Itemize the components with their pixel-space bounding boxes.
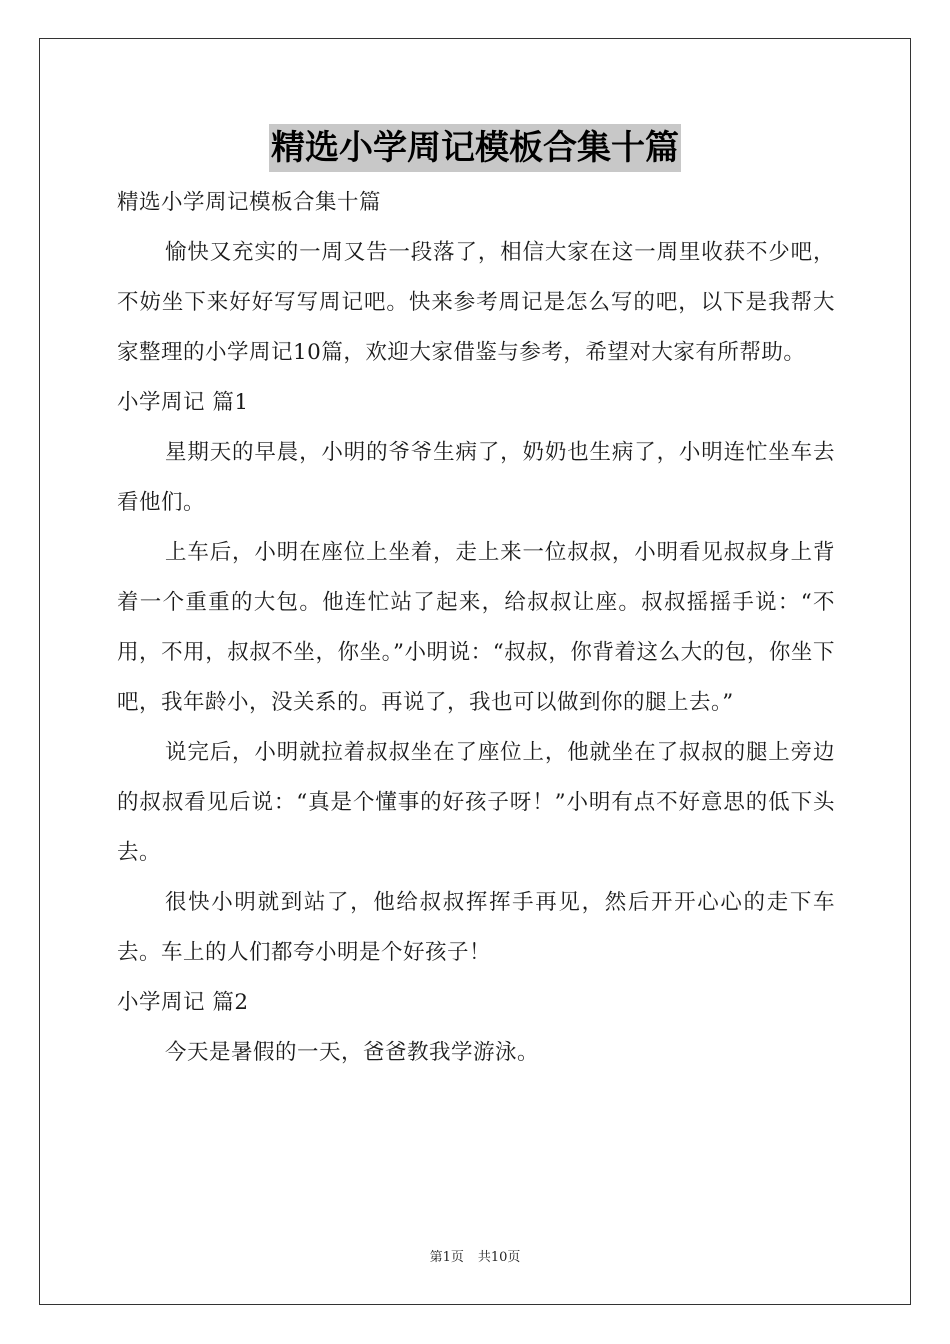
page-number: 第1页 (429, 1250, 464, 1265)
body-paragraph: 今天是暑假的一天，爸爸教我学游泳。 (165, 1040, 540, 1065)
document-title: 精选小学周记模板合集十篇 (269, 124, 681, 172)
page-footer (0, 1246, 950, 1265)
body-paragraph: 说完后，小明就拉着叔叔坐在了座位上，他就坐在了叔叔的腿上旁边的叔叔看见后说：“真是个懂事的好孩子呀！”小明有点不好意思的低下头去。 (117, 740, 835, 865)
document-body (117, 178, 835, 1078)
page-total: 共10页 (477, 1250, 521, 1265)
intro-paragraph: 愉快又充实的一周又告一段落了，相信大家在这一周里收获不少吧，不妨坐下来好好写写周记吧。快来参考周记是怎么写的吧，以下是我帮大家整理的小学周记10篇，欢迎大家借鉴与参考，希望对大家有所帮助。 (117, 240, 835, 365)
body-paragraph: 星期天的早晨，小明的爷爷生病了，奶奶也生病了，小明连忙坐车去看他们。 (117, 440, 835, 515)
title-container (0, 124, 950, 172)
document-subtitle: 精选小学周记模板合集十篇 (117, 190, 382, 215)
section-heading-2: 小学周记 篇2 (117, 990, 249, 1015)
body-paragraph: 很快小明就到站了，他给叔叔挥挥手再见，然后开开心心的走下车去。车上的人们都夸小明是个好孩子！ (117, 890, 835, 965)
body-paragraph: 上车后，小明在座位上坐着，走上来一位叔叔，小明看见叔叔身上背着一个重重的大包。他连忙站了起来，给叔叔让座。叔叔摇摇手说：“不用，不用，叔叔不坐，你坐。”小明说：“叔叔，你背着这么大的包，你坐下吧，我年龄小，没关系的。再说了，我也可以做到你的腿上去。” (117, 540, 835, 715)
section-heading-1: 小学周记 篇1 (117, 390, 249, 415)
